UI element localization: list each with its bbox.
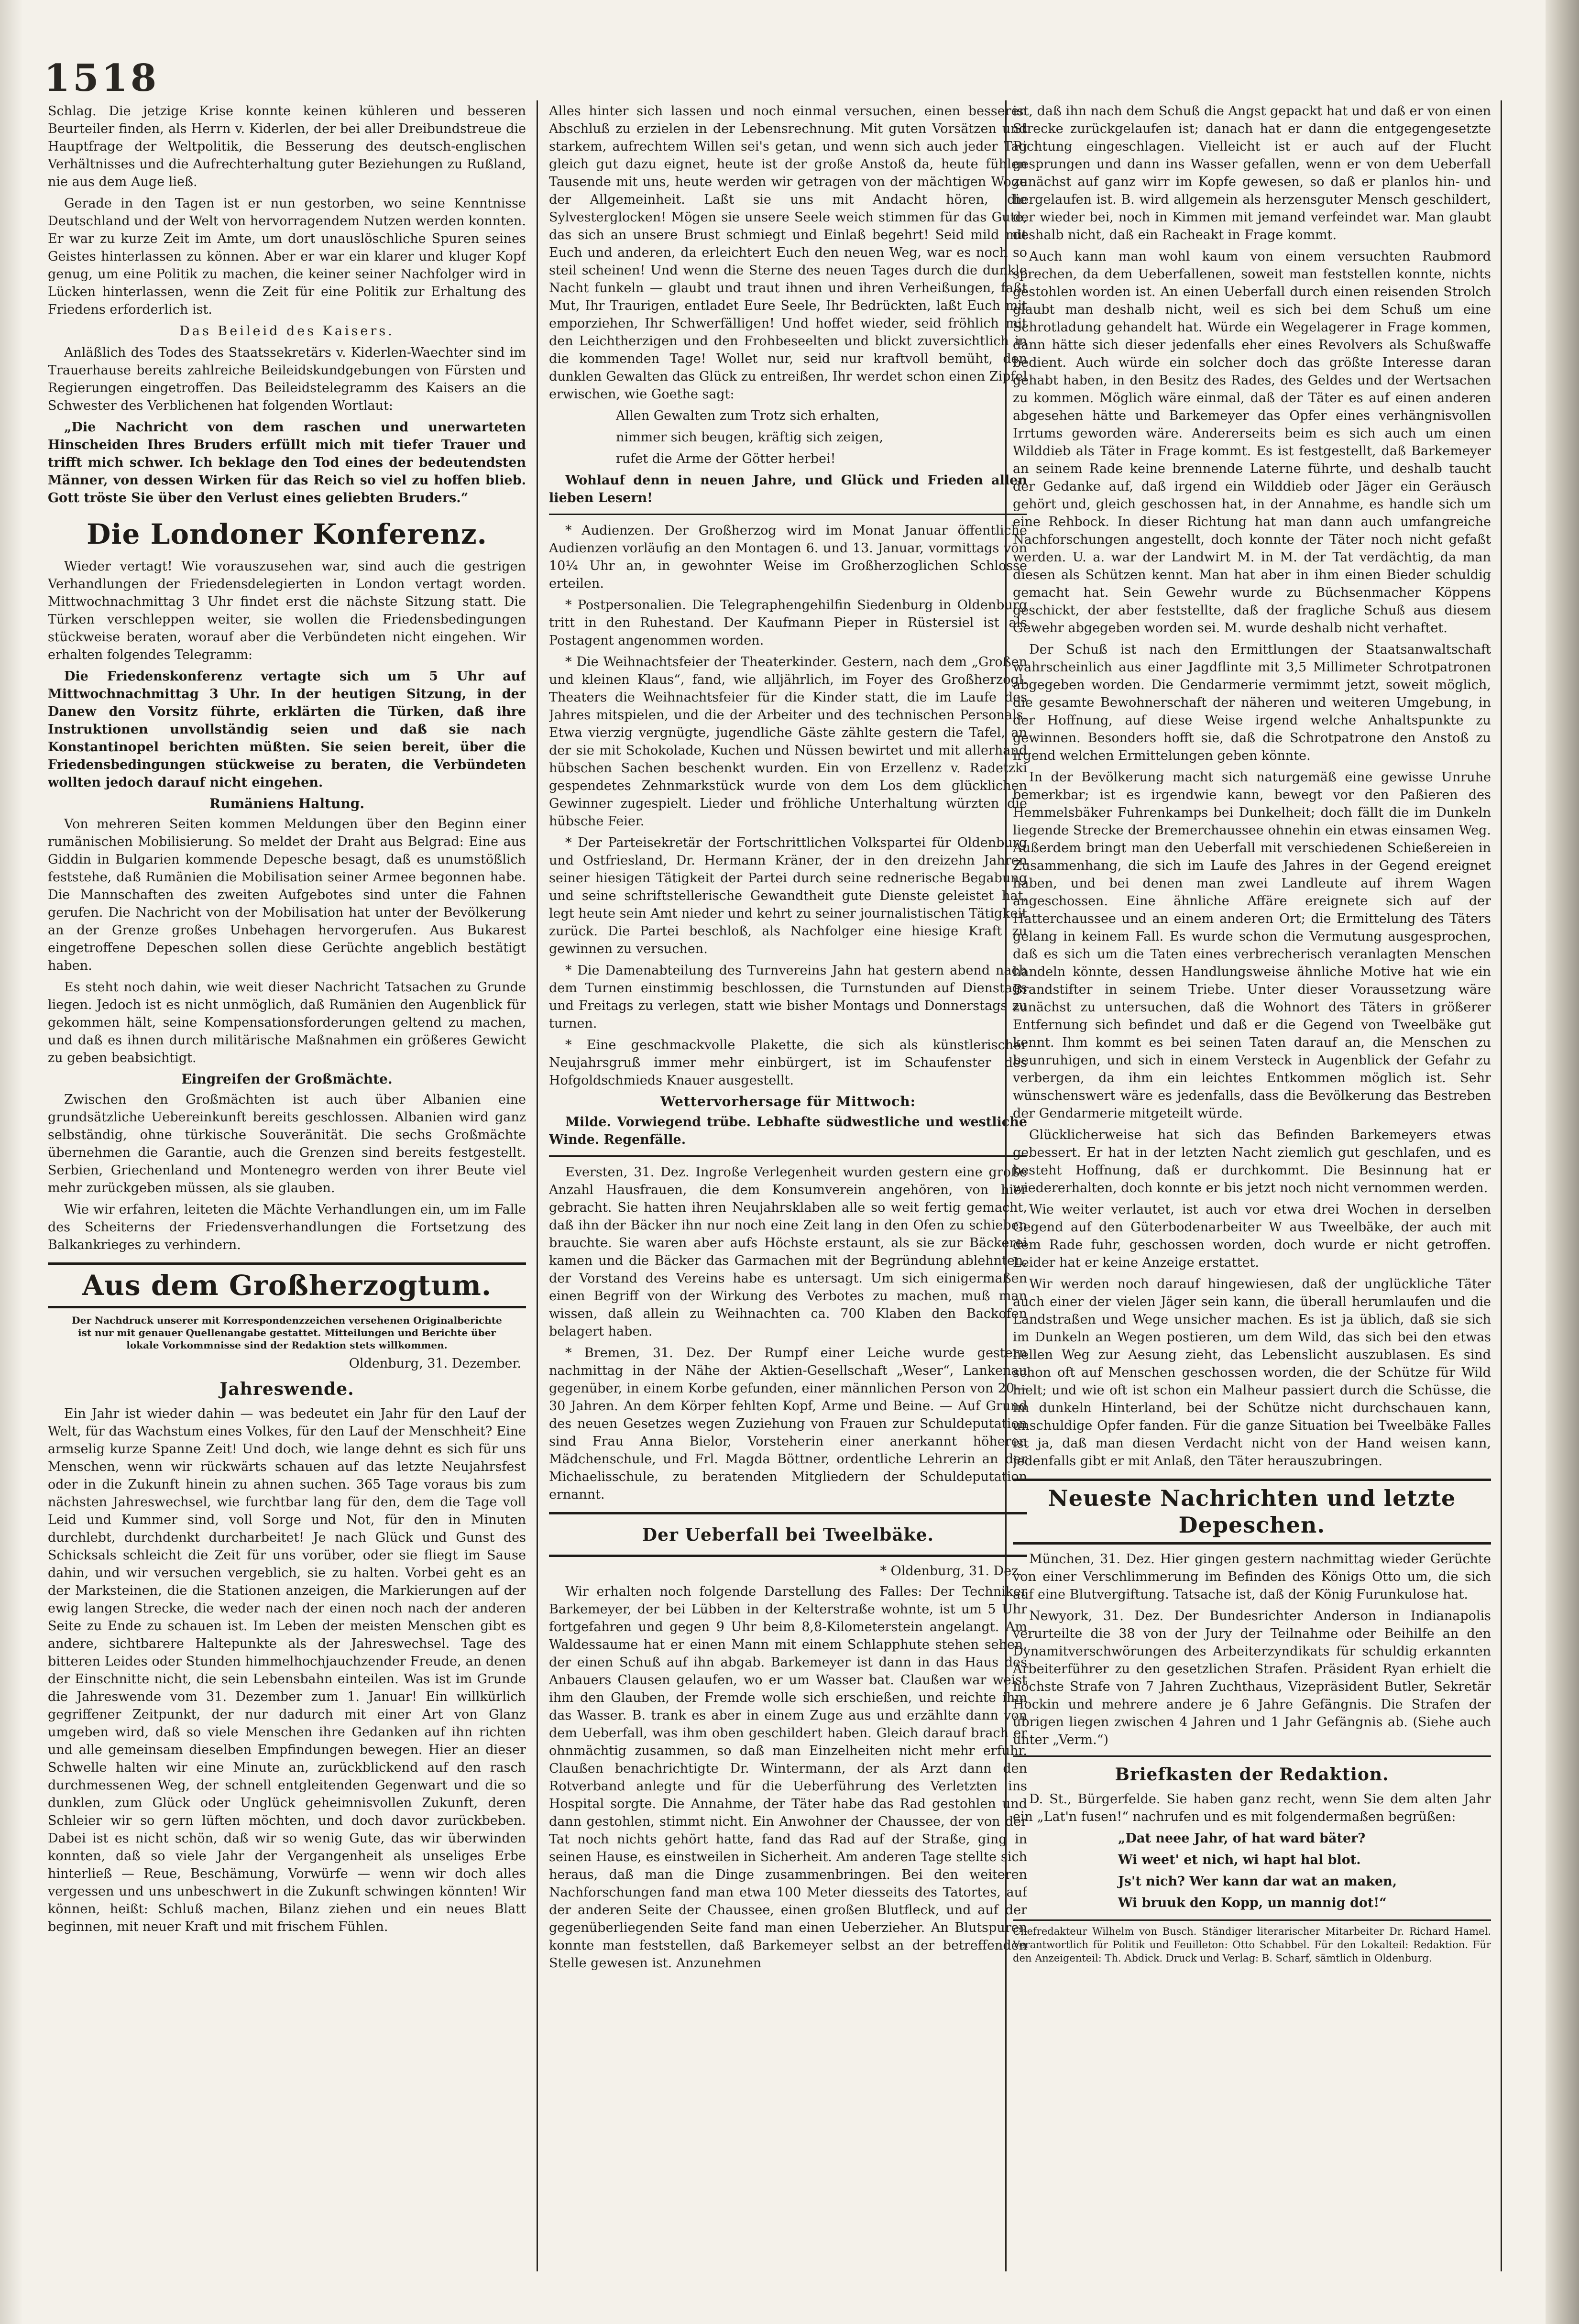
news-item: * Bremen, 31. Dez. Der Rumpf einer Leiche wurde gestern nachmittag in der Nähe der Aktien-Gesellschaft „Weser“, Lankenau gegenüber, in einem Korbe gefunden, einer männlichen Person von 20—30 Jahren. An dem Körper fehlten Kopf, Arme und Beine. — Auf Grund des neuen Gesetzes wegen Zuziehung von Frauen zur Schuldeputation sind Frau Anna Bielor, Vorsteherin einer anerkannt höheren Mädchenschule, und Frl. Magda Böttner, ordentliche Lehrerin an der Michaelisschule, zu beratenden Mitgliedern der Schuldeputation ernannt. (549, 1346, 1027, 1502)
headline-latest-news: Neueste Nachrichten und letzte Depeschen. (1048, 1485, 1456, 1538)
article-paragraph: Die Friedenskonferenz vertagte sich um 5 Uhr auf Mittwochnachmittag 3 Uhr. In der heutigen Sitzung, in der Danew den Vorsitz führte, erklärten die Türken, daß ihre Instruktionen unvollständig seien und daß sie nach Konstantinopel berichten müßten. Sie seien bereit, über die Friedensbedingungen stückweise zu beraten, die Verbündeten wollten jedoch darauf nicht eingehen. (48, 669, 526, 790)
article-paragraph: Gerade in den Tagen ist er nun gestorben, wo seine Kenntnisse Deutschland und der Welt von hervorragendem Nutzen werden konnten. Er war zu kurze Zeit im Amte, um dort unauslöschliche Spuren seines Geistes hinterlassen zu können. Aber er war ein klarer und kluger Kopf genug, um eine Politik zu machen, die keiner seiner Nachfolger wird in Lücken hinterlassen, wenn die Zeit für eine Politik zur Erhaltung des Friedens erforderlich ist. (48, 196, 526, 317)
news-item: Eversten, 31. Dez. Ingroße Verlegenheit wurden gestern eine große Anzahl Hausfrauen, die dem Konsumverein angehören, von hier gebracht. Sie hatten ihren Neujahrsklaben alle so weit fertig gemacht, daß ihn der Bäcker ihn nur noch eine Zeit lang in den Ofen zu schieben brauchte. Sie waren aber aufs Höchste erstaunt, als sie zur Bäckerei kamen und die Bäcker das Garmachen mit der Begründung ablehnten, der Vorstand des Vereins habe es untersagt. Um sich einigermaßen einen Begriff von der Wirkung des Verbotes zu machen, muß man wissen, daß allein zu Weihnachten ca. 700 Klaben den Backofen belagert haben. (549, 1165, 1027, 1339)
article-paragraph: ist, daß ihn nach dem Schuß die Angst gepackt hat und daß er von einen Strecke zurückgelaufen ist; danach hat er dann die entgegengesetzte Richtung eingeschlagen. Vielleicht ist er auch auf der Flucht gesprungen und dann ins Wasser gefallen, wenn er von dem Ueberfall zunächst auf ganz wirr im Kopfe gewesen, so daß er planlos hin- und hergelaufen ist. B. wird allgemein als herzensguter Mensch geschildert, der wieder bei, noch in Kimmen mit jemand verfeindet war. Man glaubt deshalb nicht, daß ein Racheakt in Frage kommt. (1013, 104, 1491, 242)
news-item: * Der Parteisekretär der Fortschrittlichen Volkspartei für Oldenburg und Ostfriesland, Dr. Hermann Kräner, der in den dreizehn Jahren seiner hiesigen Tätigkeit der Partei durch seine rednerische Begabung und seine schriftstellerische Gewandtheit gute Dienste geleistet hat, legt heute sein Amt nieder und kehrt zu seiner journalistischen Tätigkeit zurück. Die Partei beschloß, als Nachfolger eine hiesige Kraft zu gewinnen zu versuchen. (549, 835, 1027, 956)
article-paragraph: Es steht noch dahin, wie weit dieser Nachricht Tatsachen zu Grunde liegen. Jedoch ist es nicht unmöglich, daß Rumänien den Augenblick für gekommen hält, seine Kompensationsforderungen geltend zu machen, und daß es ihnen durch militärische Maßnahmen ein größeres Gewicht zu geben beabsichtigt. (48, 980, 526, 1065)
article-paragraph: Zwischen den Großmächten ist auch über Albanien eine grundsätzliche Uebereinkunft bereits geschlossen. Albanien wird ganz selbständig, ohne türkische Souveränität. Die sechs Großmächte übernehmen die Garantie, auch die Grenzen sind bereits festgestellt. Serbien, Griechenland und Montenegro werden von ihrer Beute viel mehr zurückgeben müssen, als sie glauben. (48, 1092, 526, 1195)
subheading: Das Beileid des Kaisers. (179, 324, 395, 339)
headline-jahreswende: Jahreswende. (219, 1379, 354, 1399)
scan-edge-left (0, 0, 23, 2324)
article-paragraph: Wieder vertagt! Wie vorauszusehen war, sind auch die gestrigen Verhandlungen der Friedensdelegierten in London vertagt worden. Mittwochnachmittag 3 Uhr findet erst die nächste Sitzung statt. Die Türken verschleppen weiter, sie wollen die Friedensbedingungen stückweise beraten, worauf aber die Verbündeten nicht eingehen. Wir erhalten folgendes Telegramm: (48, 559, 526, 662)
news-item: Newyork, 31. Dez. Der Bundesrichter Anderson in Indianapolis verurteilte die 38 von der Jury der Teilnahme oder Beihilfe an den Dynamitverschwörungen des Arbeiterzyndikats für schuldig erkannten Arbeiterführer zu den gesetzlichen Strafen. Präsident Ryan erhielt die höchste Strafe von 7 Jahren Zuchthaus, Vizepräsident Butler, Sekretär Hockin und mehrere andere je 6 Jahre Gefängnis. Die Strafen der übrigen liegen zwischen 4 Jahren und 1 Jahr Gefängnis ab. (Siehe auch unter „Verm.“) (1013, 1609, 1491, 1747)
article-paragraph: Wie weiter verlautet, ist auch vor etwa drei Wochen in derselben Gegend auf den Güterbodenarbeiter W aus Tweelbäke, der auch mit dem Rade fuhr, geschossen worden, doch wurde er nicht getroffen. Leider hat er keine Anzeige erstattet. (1013, 1202, 1491, 1270)
divider (549, 1155, 1027, 1157)
article-paragraph: Wir erhalten noch folgende Darstellung des Falles: Der Techniker Barkemeyer, der bei Lübben in der Kelterstraße wohnte, ist um 5 Uhr fortgefahren und gegen 9 Uhr beim 8,8-Kilometerstein angelangt. Am Waldessaume hat er einen Mann mit einem Schlapphute stehen sehen, der einen Schuß auf ihn abgab. Barkemeyer ist dann in das Haus des Anbauers Clausen gelaufen, wo er um Wasser bat. Claußen war weist ihm den Glauben, der Fremde wolle sich erschießen, und reichte ihm das Wasser. B. trank es aber in einem Zuge aus und erzählte dann von dem Ueberfall, was ihm oben geschildert haben. Gleich darauf brach er ohnmächtig zusammen, so daß man Einzelheiten nicht mehr erfuhr. Claußen benachrichtigte Dr. Wintermann, der als Arzt dann den Rotverband anlegte und für die Ueberführung des Verletzten ins Hospital sorgte. Die Annahme, der Täter habe das Rad gestohlen und dann gestohlen, stimmt nicht. Ein Anwohner der Chaussee, der von der Tat noch nichts gehört hatte, fand das Rad auf der Straße, ging in seinen Hause, es einstweilen in Sicherheit. Am anderen Tage stellte sich heraus, daß man die Dinge zusammenbringen. Bei den weiteren Nachforschungen fand man etwa 100 Meter diesseits des Tatortes, auf der anderen Seite der Chaussee, einen großen Blutfleck, und auf der gegenüberliegenden Seite fand man einen Ueberzieher. An Blutspuren konnte man feststellen, daß Barkemeyer selbst an der betreffenden Stelle gewesen ist. Anzunehmen (549, 1584, 1027, 1971)
column-1 (48, 102, 526, 2269)
article-paragraph: In der Bevölkerung macht sich naturgemäß eine gewisse Unruhe bemerkbar; ist es irgendwie kann, bewegt vor den Paßieren des Hemmelsbäker Fuhrenkamps bei Dunkelheit; doch fällt die im Dunkeln liegende Strecke der Bremerchaussee ohnehin ein etwas einsamen Weg. Außerdem bringt man den Ueberfall mit verschiedenen Schießereien in Zusammenhang, die sich im Laufe des Jahres in der Gegend ereignet haben, und bei denen man zwei Landleute auf ihrem Wagen angeschossen. Eine ähnliche Affäre ereignete sich auf der Hatterchaussee und an einem anderen Ort; die Ermittelung des Täters gelang in keinem Fall. Es wurde schon die Vermutung ausgesprochen, daß es sich um die Taten eines verbrecherisch veranlagten Menschen handeln könnte, dessen Handlungsweise ähnliche Motive hat wie ein Brandstifter in seinem Triebe. Unter dieser Voraussetzung wäre zunächst zu untersuchen, daß die Wohnort des Täters in größerer Entfernung sich befindet und daß er die Gegend von Tweelbäke gut kennt. Ihm kommt es bei seinen Taten darauf an, die Menschen zu beunruhigen, und sich in einem Versteck in Augenblick der Gefahr zu verbergen, da ihm ein leichtes Entkommen möglich ist. Sehr wünschenswert wäre es jedenfalls, dass die Bevölkerung das Bestreben der Gendarmerie mitgeteilt würde. (1013, 770, 1491, 1121)
news-item: München, 31. Dez. Hier gingen gestern nachmittag wieder Gerüchte von einer Verschlimmerung im Befinden des Königs Otto um, die sich auf eine Blutvergiftung. Tatsache ist, daß der König Furunkulose hat. (1013, 1552, 1491, 1602)
verse-line: Wi bruuk den Kopp, un mannig dot!“ (1118, 1896, 1387, 1910)
column-2 (549, 102, 1027, 2269)
weather-heading: Wettervorhersage für Mittwoch: (660, 1094, 916, 1109)
news-item: * Postpersonalien. Die Telegraphengehilfin Siedenburg in Oldenburg tritt in den Ruhestand. Der Kaufmann Pieper in Rüstersiel ist als Postagent angenommen worden. (549, 598, 1027, 648)
article-paragraph: Schlag. Die jetzige Krise konnte keinen kühleren und besseren Beurteiler finden, als Herrn v. Kiderlen, der bei aller Dreibundstreue die Hauptfrage der Weltpolitik, die Besserung des deutsch-englischen Verhältnisses und die Aufrechterhaltung guter Beziehungen zu Rußland, nie aus dem Auge ließ. (48, 104, 526, 189)
poem-line: rufet die Arme der Götter herbei! (616, 451, 836, 466)
divider (1013, 1755, 1491, 1757)
news-item: * Die Damenabteilung des Turnvereins Jahn hat gestern abend nach dem Turnen einstimmig beschlossen, die Turnstunden auf Dienstags und Freitags zu verlegen, statt wie bisher Montags und Donnerstags zu turnen. (549, 963, 1027, 1031)
weather-forecast: Milde. Vorwiegend trübe. Lebhafte südwestliche und westliche Winde. Regenfälle. (549, 1115, 1027, 1147)
article-paragraph: Von mehreren Seiten kommen Meldungen über den Beginn einer rumänischen Mobilisierung. So meldet der Draht aus Belgrad: Eine aus Giddin in Bulgarien kommende Depesche besagt, daß es unumstößlich feststehe, daß Rumänien die Mobilisation seiner Armee begonnen habe. Die Mannschaften des zweiten Aufgebotes sind unter die Fahnen gerufen. Die Nachricht von der Mobilisation hat unter der Bevölkerung an der Grenze großes Unbehagen hervorgerufen. Aus Bukarest eingetroffene Depeschen sollen diese Gerüchte angeblich bestätigt haben. (48, 817, 526, 973)
headline-london-conference: Die Londoner Konferenz. (87, 518, 487, 550)
subheading: Rumäniens Haltung. (209, 796, 365, 811)
headline-grossherzogtum: Aus dem Großherzogtum. (82, 1269, 492, 1302)
dateline: Oldenburg, 31. Dezember. (349, 1356, 521, 1371)
verse-line: „Dat neee Jahr, of hat ward bäter? (1118, 1831, 1366, 1846)
poem-line: Allen Gewalten zum Trotz sich erhalten, (616, 408, 879, 423)
column-rule (1501, 100, 1502, 2271)
headline-tweelbaeke: Der Ueberfall bei Tweelbäke. (642, 1525, 934, 1545)
article-paragraph: Wohlauf denn in neuen Jahre, und Glück und Frieden allen lieben Lesern! (549, 473, 1027, 505)
page-number: 1518 (44, 56, 160, 100)
news-item: * Audienzen. Der Großherzog wird im Monat Januar öffentliche Audienzen vorläufig an den Montagen 6. und 13. Januar, vormittags von 10¼ Uhr an, in gewohnter Weise im Großherzoglichen Schlosse erteilen. (549, 523, 1027, 591)
scan-edge-right (1546, 0, 1579, 2324)
news-item: * Die Weihnachtsfeier der Theaterkinder. Gestern, nach dem „Großen und kleinen Klaus“, fand, wie alljährlich, im Foyer des Großherzogl. Theaters die Weihnachtsfeier für die Kinder statt, die im Laufe des Jahres mitspielen, und die der Arbeiter und des technischen Personals. Etwa vierzig vergnügte, jugendliche Gäste zählte gestern die Tafel, an der sie mit Schokolade, Kuchen und Nüssen bewirtet und mit allerhand hübschen Sachen beschenkt wurden. Ein von Erzellenz v. Radetzki gespendetes Zehnmarkstück wurde von dem Los dem glücklichen Gewinner zugespielt. Lieder und fröhliche Unterhaltung würzten die hübsche Feier. (549, 655, 1027, 829)
article-paragraph: Alles hinter sich lassen und noch einmal versuchen, einen besseren Abschluß zu erzielen in der Lebensrechnung. Mit guten Vorsätzen und starkem, aufrechtem Willen sei's getan, und wenn sich auch jeder Tag gleich gut dazu eignet, heute ist der große Anstoß da, heute fühlen Tausende mit uns, heute werden wir getragen von der mächtigen Woge der Allgemeinheit. Laßt sie uns mit Andacht hören, die Sylvesterglocken! Mögen sie unsere Seele weich stimmen für das Gute, das sich an unsere Brust schmiegt und Einlaß begehrt! Seid mild mit Euch und anderen, da erleichtert Euch den neuen Weg, war es noch so steil scheinen! Und wenn die Sterne des neuen Tages durch die dunkle Nacht funkeln — glaubt und traut ihnen und ihren Verheißungen, faßt Mut, Ihr Traurigen, entladet Eure Seele, Ihr Bedrückten, laßt Euch mit emporziehen, Ihr Schwerfälligen! Und hoffet wieder, seid fröhlich mit den Leichtherzigen und den Frohbeseelten und blickt zuversichtlich in die kommenden Tage! Wollet nur, seid nur kraftvoll bemüht, den dunklen Gewalten das Glück zu entreißen, Ihr werdet schon einen Zipfel erwischen, wie Goethe sagt: (549, 104, 1027, 402)
imprint: Chefredakteur Wilhelm von Busch. Ständiger literarischer Mitarbeiter Dr. Richard Hamel. Verantwortlich für Politik und Feuilleton: Otto Schabbel. Für den Lokalteil: Redaktion. Für den Anzeigenteil: Th. Abdick. Druck und Verlag: B. Scharf, sämtlich in Oldenburg. (1013, 1919, 1491, 1965)
poem-line: nimmer sich beugen, kräftig sich zeigen, (616, 430, 884, 445)
subheading: Eingreifen der Großmächte. (181, 1071, 393, 1087)
divider (549, 514, 1027, 515)
dateline: * Oldenburg, 31. Dez. (880, 1564, 1022, 1579)
section-header-box (1013, 1479, 1491, 1545)
article-paragraph: Wie wir erfahren, leiteten die Mächte Verhandlungen ein, um im Falle des Scheiterns der Friedensverhandlungen die Fortsetzung des Balkankrieges zu verhindern. (48, 1202, 526, 1252)
article-paragraph: Auch kann man wohl kaum von einem versuchten Raubmord sprechen, da dem Ueberfallenen, soweit man feststellen konnte, nichts gestohlen worden ist. An einen Ueberfall durch einen reisenden Strolch glaubt man deshalb nicht, weil es sich bei dem Schuß um eine Schrotladung gehandelt hat. Würde ein Wegelagerer in Frage kommen, dann hätte sich dieser jedenfalls eher eines Revolvers als Schußwaffe bedient. Auch würde ein solcher doch das größte Interesse daran gehabt haben, in den Besitz des Rades, des Geldes und der Wertsachen zu kommen. Möglich wäre einmal, daß der Täter es auf einen anderen abgesehen hätte und Barkemeyer das Opfer eines verhängnisvollen Irrtums geworden wäre. Andererseits beim es sich auch um einen Wilddieb als Täter in Frage kommt. Es ist festgestellt, daß Barkemeyer an seinem Rade keine brennende Laterne führte, und deshalb taucht der Gedanke auf, daß irgend ein Wilddieb oder Jäger ein Geräusch gehört und, gleich geschossen hat, in der Annahme, es handle sich um eine Rehbock. In dieser Richtung hat man dann auch umfangreiche Nachforschungen angestellt, doch konnte der Täter noch nicht gefaßt werden. U. a. war der Landwirt M. in M. der Tat verdächtig, da man diesen als Schützen kennt. Man hat aber in ihm einen Bieder schuldig gemacht hat. Sein Gewehr wurde zu Büchsenmacher Köppens geschickt, der aber feststellte, daß der fragliche Schuß aus diesem Gewehr abgegeben worden sei. M. wurde deshalb nicht verhaftet. (1013, 249, 1491, 636)
section-header-box (549, 1512, 1027, 1557)
article-paragraph: Ein Jahr ist wieder dahin — was bedeutet ein Jahr für den Lauf der Welt, für das Wachstum eines Volkes, für den Lauf der Menschheit? Eine armselig kurze Spanne Zeit! Und doch, wie lange dehnt es sich für uns Menschen, wenn wir rückwärts schauen auf das letzte Neujahrsfest oder in die Zukunft hinein zu ahnen suchen. 365 Tage voraus bis zum nächsten Jahreswechsel, wie furchtbar lang für den, dem die Tage voll Leid und Kummer sind, voll Sorge und Not, für den in Minuten durchlebt, durchdenkt durcharbeitet! Je nach Glück und Gunst des Schicksals schleicht die Zeit für uns vorüber, oder sie fliegt im Sause dahin, und wir versuchen vergeblich, sie zu halten. Vorbei geht es an der Marksteinen, die die Stationen anzeigen, die Markierungen auf der ewig langen Strecke, die weder nach der einen noch nach der anderen Seite zu Ende zu schauen ist. Im Leben der meisten Menschen gibt es andere, sichtbarere Haltepunkte als der Jahreswechsel. Tage des bitteren Leides oder Stunden himmelhochjauchzender Freude, an denen der Einschnitte nicht, die sein Lebensbahn einteilen. Was ist im Grunde die Jahreswende vom 31. Dezember zum 1. Januar! Ein willkürlich gegriffener Zeitpunkt, der nur dadurch mit einer Art von Glanz umgeben wird, daß so viele Menschen ihre Gedanken auf ihn richten und alle gemeinsam dieselben Empfindungen bewegen. Hier an dieser Schwelle halten wir eine Minute an, zurückblickend auf den rasch durchmessenen Weg, der schnell entgleitenden Gegenwart und die so dunklen, zum Glück oder Unglück geheimnisvollen Zukunft, deren Schleier wir so gern lüften möchten, und doch davor zurückbeben. Dabei ist es nicht schön, daß wir so wenig Gute, das wir überwinden konnten, daß so viele Jahr der Vergangenheit als unseliges Erbe hinterließ — Reue, Beschämung, Vorwürfe — wenn wir doch alles vergessen und uns unbeschwert in die Zukunft schwingen könnten! Wir können, heißt: Schluß machen, Bilanz ziehen und ein neues Blatt beginnen, mit neuer Kraft und mit frischem Fühlen. (48, 1406, 526, 1934)
headline-letters: Briefkasten der Redaktion. (1115, 1765, 1389, 1785)
article-paragraph: Wir werden noch darauf hingewiesen, daß der unglückliche Täter auch einer der vielen Jäger sein kann, die überall herumlaufen und die Landstraßen und Wege unsicher machen. Es ist ja üblich, daß sie sich im Dunkeln an Wegen postieren, um dem Wild, das sich bei den etwas hellen Weg zur Aesung zieht, das Lebenslicht auszublasen. Es sind schon oft auf Menschen geschossen worden, die der Schütze für Wild hielt; und wie oft ist schon ein Malheur passiert durch die Schüsse, die im dunkeln Hinterland, bei der Schütze nicht durchschauen kann, unschuldige Opfer fanden. Für die ganze Situation bei Tweelbäke Falles ist ja, daß man diesen Verdacht nicht von der Hand weisen kann, jedenfalls gibt er mit Anlaß, den Täter herauszubringen. (1013, 1277, 1491, 1469)
reprint-notice: Der Nachdruck unserer mit Korrespondenzzeichen versehenen Originalberichte ist nur mit genauer Quellenangabe gestattet. Mitteilungen und Berichte über lokale Vorkommnisse sind der Redaktion stets willkommen. (72, 1315, 502, 1351)
column-3 (1013, 102, 1491, 2269)
article-paragraph: Glücklicherweise hat sich das Befinden Barkemeyers etwas gebessert. Er hat in der letzten Nacht ziemlich gut geschlafen, und es besteht Hoffnung, daß er durchkommt. Die Besinnung hat er wiedererhalten, doch konnte er bis jetzt noch nicht vernommen werden. (1013, 1128, 1491, 1195)
verse-line: Wi weet' et nich, wi hapt hal blot. (1118, 1853, 1361, 1867)
verse-line: Js't nich? Wer kann dar wat an maken, (1118, 1874, 1397, 1889)
article-paragraph: Anläßlich des Todes des Staatssekretärs v. Kiderlen-Waechter sind im Trauerhause bereits zahlreiche Beileidskundgebungen von Fürsten und Regierungen eingetroffen. Das Beileidstelegramm des Kaisers an die Schwester des Verblichenen hat folgenden Wortlaut: (48, 345, 526, 413)
letter-reply: D. St., Bürgerfelde. Sie haben ganz recht, wenn Sie dem alten Jahr ein „Lat'n fusen!“ nachrufen und es mit folgendermaßen begrüßen: (1013, 1792, 1491, 1824)
article-paragraph: Der Schuß ist nach den Ermittlungen der Staatsanwaltschaft wahrscheinlich aus einer Jagdflinte mit 3,5 Millimeter Schrotpatronen abgegeben worden. Die Gendarmerie vermimmt jetzt, soweit möglich, die gesamte Bewohnerschaft der näheren und weiteren Umgebung, in der Hoffnung, auf diese Weise irgend welche Anhaltspunkte zu gewinnen. Besonders hofft sie, daß die Schrotpatrone den Anstoß zu irgend welchen Ermittelungen geben könnte. (1013, 642, 1491, 763)
section-header-box (48, 1262, 526, 1308)
column-rule (537, 100, 538, 2271)
article-paragraph: „Die Nachricht von dem raschen und unerwarteten Hinscheiden Ihres Bruders erfüllt mich mit tiefer Trauer und trifft mich schwer. Ich beklage den Tod eines der bedeutendsten Männer, von dessen Wirken für das Reich so viel zu hoffen blieb. Gott tröste Sie über den Verlust eines geliebten Bruders.“ (48, 420, 526, 505)
news-item: * Eine geschmackvolle Plakette, die sich als künstlerischer Neujahrsgruß immer mehr einbürgert, ist im Schaufenster des Hofgoldschmieds Knauer ausgestellt. (549, 1038, 1027, 1088)
